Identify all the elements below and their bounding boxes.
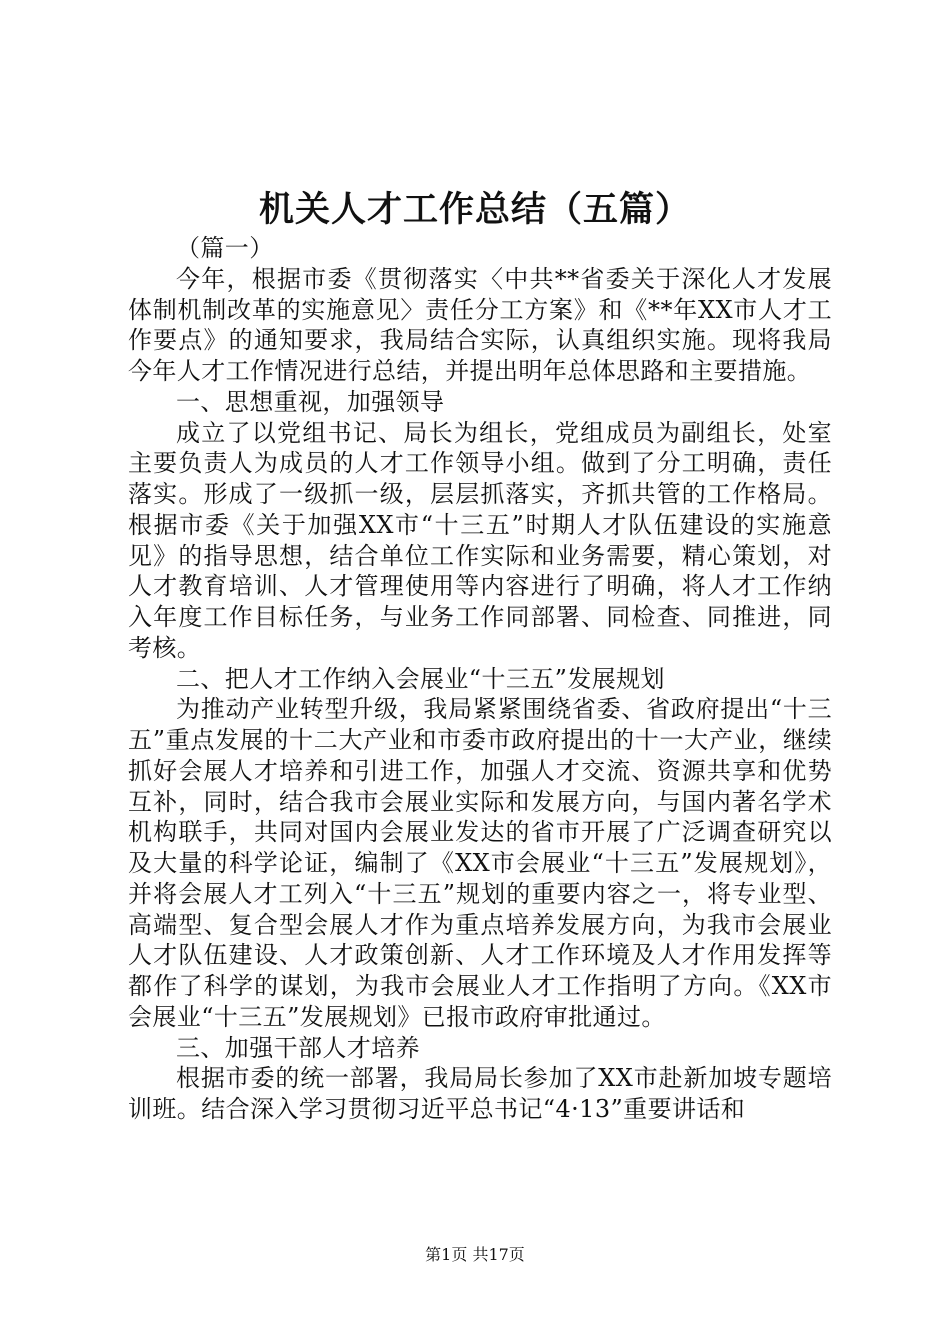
heading-3: 三、加强干部人才培养 <box>176 1033 420 1062</box>
section-label: （篇一） <box>176 234 274 262</box>
heading-2: 二、把人才工作纳入会展业“十三五”发展规划 <box>176 664 665 693</box>
paragraph-intro: 今年，根据市委《贯彻落实〈中共**省委关于深化人才发展体制机制改革的实施意见〉责任分工方案》和《**年XX市人才工作要点》的通知要求，我局结合实际，认真组织实施。现将我局今年人才工作情况进行总结，并提出明年总体思路和主要措施。 <box>128 264 832 385</box>
paragraph-2: 为推动产业转型升级，我局紧紧围绕省委、省政府提出“十三五”重点发展的十二大产业和市委市政府提出的十一大产业，继续抓好会展人才培养和引进工作，加强人才交流、资源共享和优势互补，同时，结合我市会展业实际和发展方向，与国内著名学术机构联手，共同对国内会展业发达的省市开展了广泛调查研究以及大量的科学论证，编制了《XX市会展业“十三五”发展规划》，并将会展人才工列入“十三五”规划的重要内容之一，将专业型、高端型、复合型会展人才作为重点培养发展方向，为我市会展业人才队伍建设、人才政策创新、人才工作环境及人才作用发挥等都作了科学的谋划，为我市会展业人才工作指明了方向。《XX市会展业“十三五”发展规划》已报市政府审批通过。 <box>128 695 832 1031</box>
document-title: 机关人才工作总结（五篇） <box>258 189 691 230</box>
paragraph-1: 成立了以党组书记、局长为组长，党组成员为副组长，处室主要负责人为成员的人才工作领导小组。做到了分工明确，责任落实。形成了一级抓一级，层层抓落实，齐抓共管的工作格局。根据市委《关于加强XX市“十三五”时期人才队伍建设的实施意见》的指导思想，结合单位工作实际和业务需要，精心策划，对人才教育培训、人才管理使用等内容进行了明确，将人才工作纳入年度工作目标任务，与业务工作同部署、同检查、同推进，同考核。 <box>128 418 832 662</box>
heading-1: 一、思想重视，加强领导 <box>176 387 445 416</box>
document-body <box>128 233 832 1125</box>
paragraph-3: 根据市委的统一部署，我局局长参加了XX市赴新加坡专题培训班。结合深入学习贯彻习近平总书记“4·13”重要讲话和 <box>128 1064 832 1123</box>
page-number-footer: 第1页 共17页 <box>425 1245 525 1264</box>
